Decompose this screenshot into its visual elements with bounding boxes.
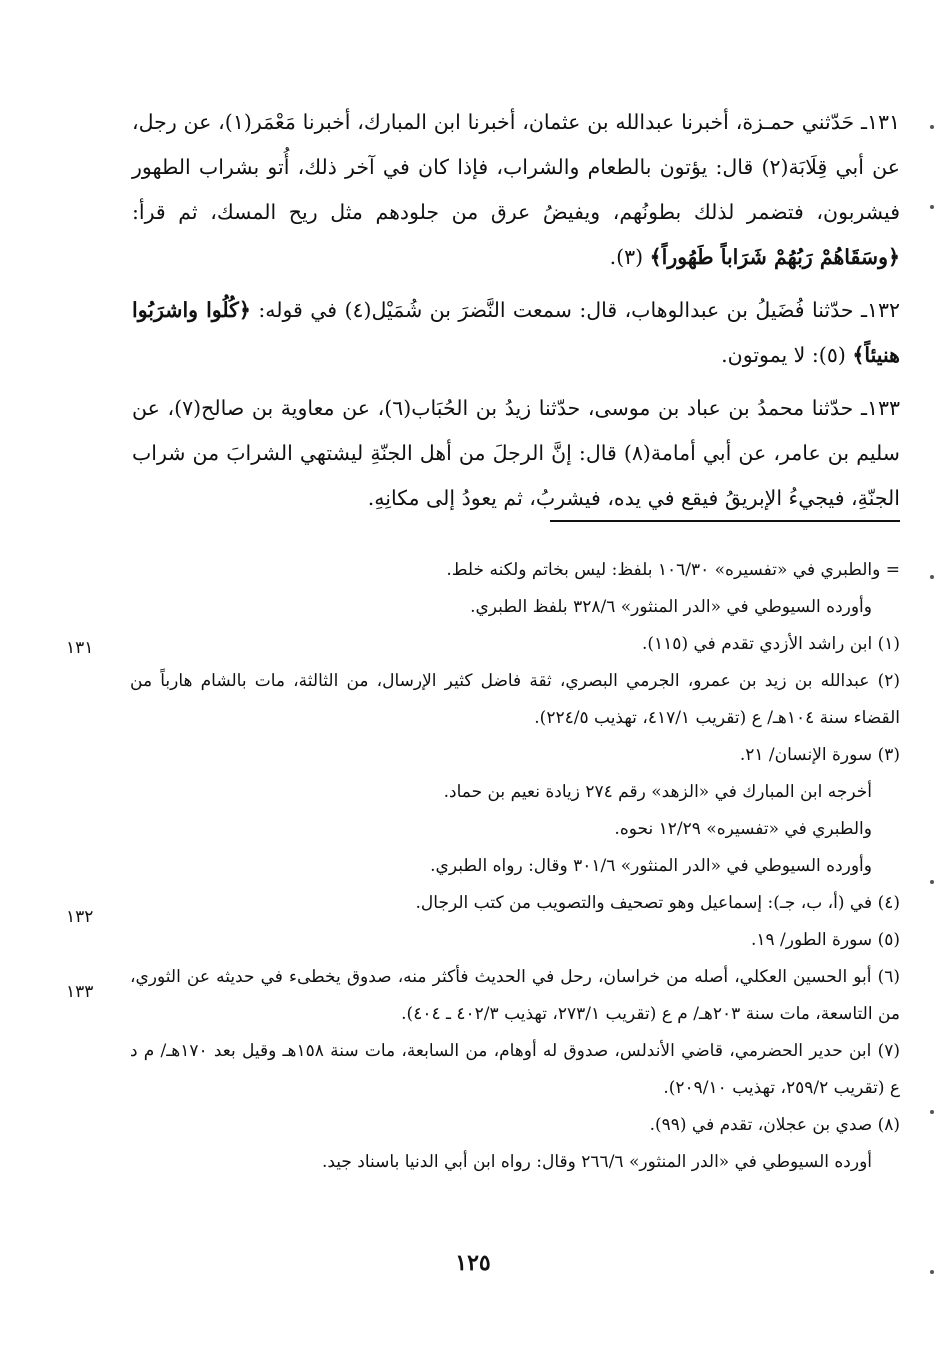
footnote-8: (٨) صدي بن عجلان، تقدم في (٩٩).	[649, 1115, 900, 1135]
hadith-131-after: (٣).	[609, 245, 644, 269]
hadith-131	[132, 100, 900, 280]
hadith-133	[132, 386, 900, 521]
footnote-8-detail: أورده السيوطي في «الدر المنثور» ٢٦٦/٦ وقال: رواه ابن أبي الدنيا باسناد جيد.	[321, 1152, 872, 1172]
footnote-1: (١) ابن راشد الأزدي تقدم في (١١٥).	[642, 634, 900, 654]
footnote-4: (٤) في (أ، ب، جـ): إسماعيل وهو تصحيف والتصويب من كتب الرجال.	[415, 893, 900, 913]
scan-speck	[930, 1270, 934, 1274]
footnote-cont: = والطبري في «تفسيره» ١٠٦/٣٠ بلفظ: ليس بخاتم ولكنه خلط.	[446, 560, 900, 580]
footnote-7: (٧) ابن حدير الحضرمي، قاضي الأندلس، صدوق له أوهام، من السابعة، مات سنة ١٥٨هـ وقيل بعد ١٧٠هـ/ م د ع (تقريب ٢٥٩/٢، تهذيب ٢٠٩/١٠).	[130, 1041, 901, 1098]
footnote-divider	[550, 520, 900, 522]
footnotes	[130, 552, 900, 1181]
footnote-2: (٢) عبدالله بن زيد بن عمرو، الجرمي البصري، ثقة فاضل كثير الإرسال، من الثالثة، مات بالشام هارباً من القضاء سنة ١٠٤هـ/ ع (تقريب ٤١٧/١، تهذيب ٢٢٤/٥).	[130, 671, 900, 728]
page-number: ١٢٥	[455, 1250, 491, 1276]
footnote-3-detail: والطبري في «تفسيره» ١٢/٢٩ نحوه.	[614, 819, 872, 839]
scan-speck	[930, 880, 934, 884]
hadith-132-quote: ﴿كُلُوا واشرَبُوا هنيئاً﴾	[132, 298, 900, 367]
scan-speck	[930, 205, 934, 209]
footnote-3-detail: أخرجه ابن المبارك في «الزهد» رقم ٢٧٤ زيادة نعيم بن حماد.	[443, 782, 872, 802]
footnote-3-detail: وأورده السيوطي في «الدر المنثور» ٣٠١/٦ وقال: رواه الطبري.	[430, 856, 872, 876]
footnote-6: (٦) أبو الحسين العكلي، أصله من خراسان، رحل في الحديث فأكثر منه، صدوق يخطىء في حديثه عن الثوري، من التاسعة، مات سنة ٢٠٣هـ/ م ع (تقريب ٢٧٣/١، تهذيب ٤٠٢/٣ ـ ٤٠٤).	[130, 967, 900, 1024]
scan-speck	[930, 575, 934, 579]
hadith-131-quote: ﴿وسَقَاهُمْ رَبُهُمْ شَرَاباً طَهُوراً﴾	[649, 245, 900, 269]
hadith-132-after: (٥): لا يموتون.	[721, 343, 846, 367]
scan-speck	[930, 1110, 934, 1114]
footnote-5: (٥) سورة الطور/ ١٩.	[750, 930, 900, 950]
margin-number-133: ١٣٣	[66, 982, 94, 1002]
scan-speck	[930, 125, 934, 129]
margin-number-131: ١٣١	[66, 638, 94, 658]
margin-number-132: ١٣٢	[66, 907, 94, 927]
hadith-132	[132, 288, 900, 378]
hadith-132-text: ١٣٢ـ حدّثنا فُضَيلُ بن عبدالوهاب، قال: سمعت النَّضرَ بن شُمَيْل(٤) في قوله:	[258, 298, 900, 322]
main-text	[132, 100, 900, 529]
footnote-3: (٣) سورة الإنسان/ ٢١.	[739, 745, 900, 765]
hadith-133-text: ١٣٣ـ حدّثنا محمدُ بن عباد بن موسى، حدّثنا زيدُ بن الحُبَاب(٦)، عن معاوية بن صالح(٧)، عن سليم بن عامر، عن أبي أمامة(٨) قال: إنَّ الرجلَ من أهل الجنّةِ ليشتهي الشرابَ من شراب الجنّةِ، فيجيءُ الإبريقُ فيقع في يده، فيشربُ، ثم يعودُ إلى مكانِهِ.	[132, 396, 901, 510]
hadith-131-text: ١٣١ـ حَدّثني حمـزة، أخبرنا عبدالله بن عثمان، أخبرنا ابن المبارك، أخبرنا مَعْمَر(١)، عن رجل، عن أبي قِلَابَة(٢) قال: يؤتون بالطعام والشراب، فإذا كان في آخر ذلك، أُتو بشراب الطهور فيشربون، فتضمر لذلك بطونُهم، ويفيضُ عرق من جلودهم مثل ريح المسك، ثم قرأ:	[132, 110, 900, 224]
footnote-cont: وأورده السيوطي في «الدر المنثور» ٣٢٨/٦ بلفظ الطبري.	[470, 597, 872, 617]
